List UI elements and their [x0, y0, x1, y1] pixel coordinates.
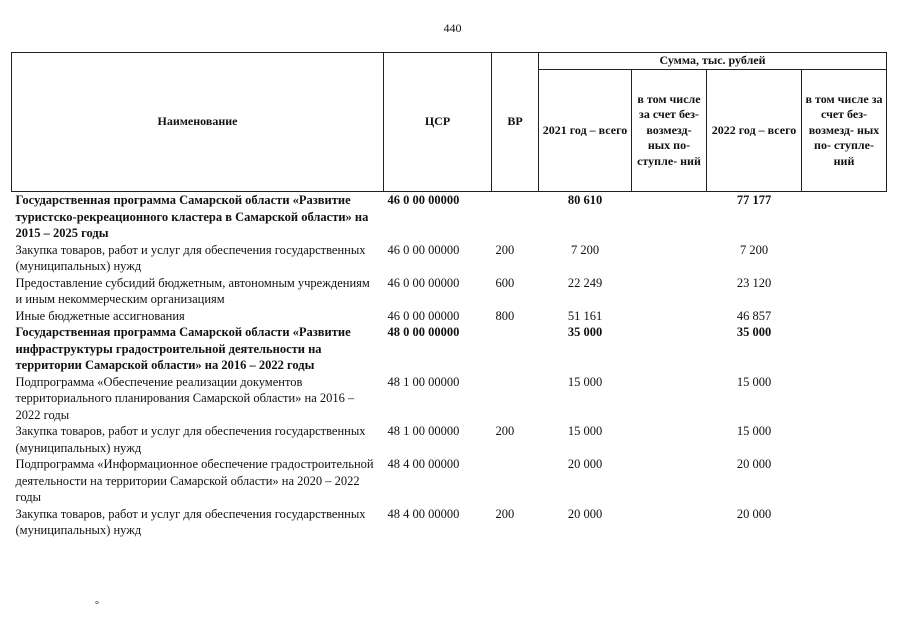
table-row: [12, 192, 887, 242]
row-2021-gratuitous: [632, 308, 707, 325]
row-2022-total: 15 000: [736, 374, 772, 389]
row-2021-gratuitous: [632, 324, 707, 374]
row-2021-total: 20 000: [567, 457, 603, 471]
row-2022-total: 46 857: [736, 308, 772, 323]
row-name: Подпрограмма «Информационное обеспечение градостроительной деятельности на территории Самарской области» на 2020 – 2022 годы: [15, 457, 374, 504]
row-2022-total: 77 177: [736, 193, 772, 207]
header-2022-total: 2022 год – всего: [707, 70, 802, 192]
row-2022-total: 35 000: [736, 325, 772, 339]
row-2022-gratuitous: [802, 374, 887, 424]
row-csr: 46 0 00 00000: [387, 275, 460, 290]
row-2021-total: 80 610: [567, 193, 603, 207]
header-2021-total: 2021 год – всего: [539, 70, 632, 192]
row-2022-total: 7 200: [739, 242, 769, 257]
row-csr: 48 1 00 00000: [387, 374, 460, 389]
row-vr: 200: [495, 424, 515, 438]
row-name: Подпрограмма «Обеспечение реализации документов территориального планирования Самарской области» на 2016 – 2022 годы: [15, 374, 355, 422]
row-2021-gratuitous: [632, 374, 707, 424]
row-2021-gratuitous: [632, 423, 707, 456]
row-name: Государственная программа Самарской области «Развитие туристско-рекреационного кластера в Самарской области» на 2015 – 2025 годы: [15, 193, 369, 240]
row-2022-gratuitous: [802, 308, 887, 325]
page-number: 440: [443, 21, 462, 35]
row-2021-total: 35 000: [567, 325, 603, 339]
table-row: [12, 324, 887, 374]
table-row: [12, 374, 887, 424]
row-2022-total: 15 000: [736, 424, 772, 438]
row-2021-total: 20 000: [567, 506, 603, 521]
row-2021-gratuitous: [632, 456, 707, 506]
row-2021-total: 15 000: [567, 374, 603, 389]
row-csr: 46 0 00 00000: [387, 242, 460, 257]
row-csr: 48 4 00 00000: [387, 457, 460, 471]
row-vr: 200: [495, 242, 515, 257]
header-name: Наименование: [12, 53, 384, 192]
row-2021-gratuitous: [632, 242, 707, 275]
row-2021-gratuitous: [632, 506, 707, 539]
row-vr: 600: [495, 275, 515, 290]
table-row: [12, 456, 887, 506]
table-row: [12, 423, 887, 456]
header-2022-gratuitous: в том числе за счет без- возмезд- ных по- ступле- ний: [802, 70, 887, 192]
row-name: Закупка товаров, работ и услуг для обеспечения государственных (муниципальных) нужд: [15, 242, 366, 273]
row-vr: 800: [495, 308, 515, 323]
row-vr: [492, 324, 539, 374]
row-name: Закупка товаров, работ и услуг для обеспечения государственных (муниципальных) нужд: [15, 506, 366, 537]
row-name: Государственная программа Самарской области «Развитие инфраструктуры градостроительной деятельности на территории Самарской области» на 2016 – 2022 годы: [15, 325, 351, 372]
table-row: [12, 506, 887, 539]
row-csr: 48 1 00 00000: [387, 424, 460, 438]
header-csr: ЦСР: [384, 53, 492, 192]
row-csr: 46 0 00 00000: [387, 308, 460, 323]
row-2022-gratuitous: [802, 192, 887, 242]
row-2022-gratuitous: [802, 423, 887, 456]
table-row: [12, 308, 887, 325]
row-2022-gratuitous: [802, 456, 887, 506]
row-2021-gratuitous: [632, 192, 707, 242]
row-csr: 48 4 00 00000: [387, 506, 460, 521]
row-vr: [492, 456, 539, 506]
row-2022-total: 20 000: [736, 457, 772, 471]
row-csr: 46 0 00 00000: [387, 193, 460, 207]
row-2021-gratuitous: [632, 275, 707, 308]
header-vr: ВР: [492, 53, 539, 192]
row-2022-gratuitous: [802, 275, 887, 308]
row-2022-total: 23 120: [736, 275, 772, 290]
table-row: [12, 275, 887, 308]
row-name: Предоставление субсидий бюджетным, автономным учреждениям и иным некоммерческим организациям: [15, 275, 370, 306]
row-2022-gratuitous: [802, 242, 887, 275]
row-2022-gratuitous: [802, 324, 887, 374]
row-2021-total: 51 161: [567, 308, 603, 323]
table-body: [12, 192, 887, 539]
header-sum-group: Сумма, тыс. рублей: [539, 53, 887, 70]
table-header: [12, 53, 887, 192]
row-csr: 48 0 00 00000: [387, 325, 460, 339]
table-row: [12, 242, 887, 275]
row-vr: 200: [495, 506, 515, 521]
budget-table: [11, 52, 887, 539]
footer-mark: °: [95, 600, 99, 611]
row-2021-total: 22 249: [567, 275, 603, 290]
row-vr: [492, 192, 539, 242]
row-name: Закупка товаров, работ и услуг для обеспечения государственных (муниципальных) нужд: [15, 424, 366, 455]
row-name: Иные бюджетные ассигнования: [15, 308, 185, 323]
header-2021-gratuitous: в том числе за счет без- возмезд- ных по- ступле- ний: [632, 70, 707, 192]
row-2022-total: 20 000: [736, 506, 772, 521]
row-2021-total: 7 200: [570, 242, 600, 257]
row-vr: [492, 374, 539, 424]
row-2022-gratuitous: [802, 506, 887, 539]
row-2021-total: 15 000: [567, 424, 603, 438]
